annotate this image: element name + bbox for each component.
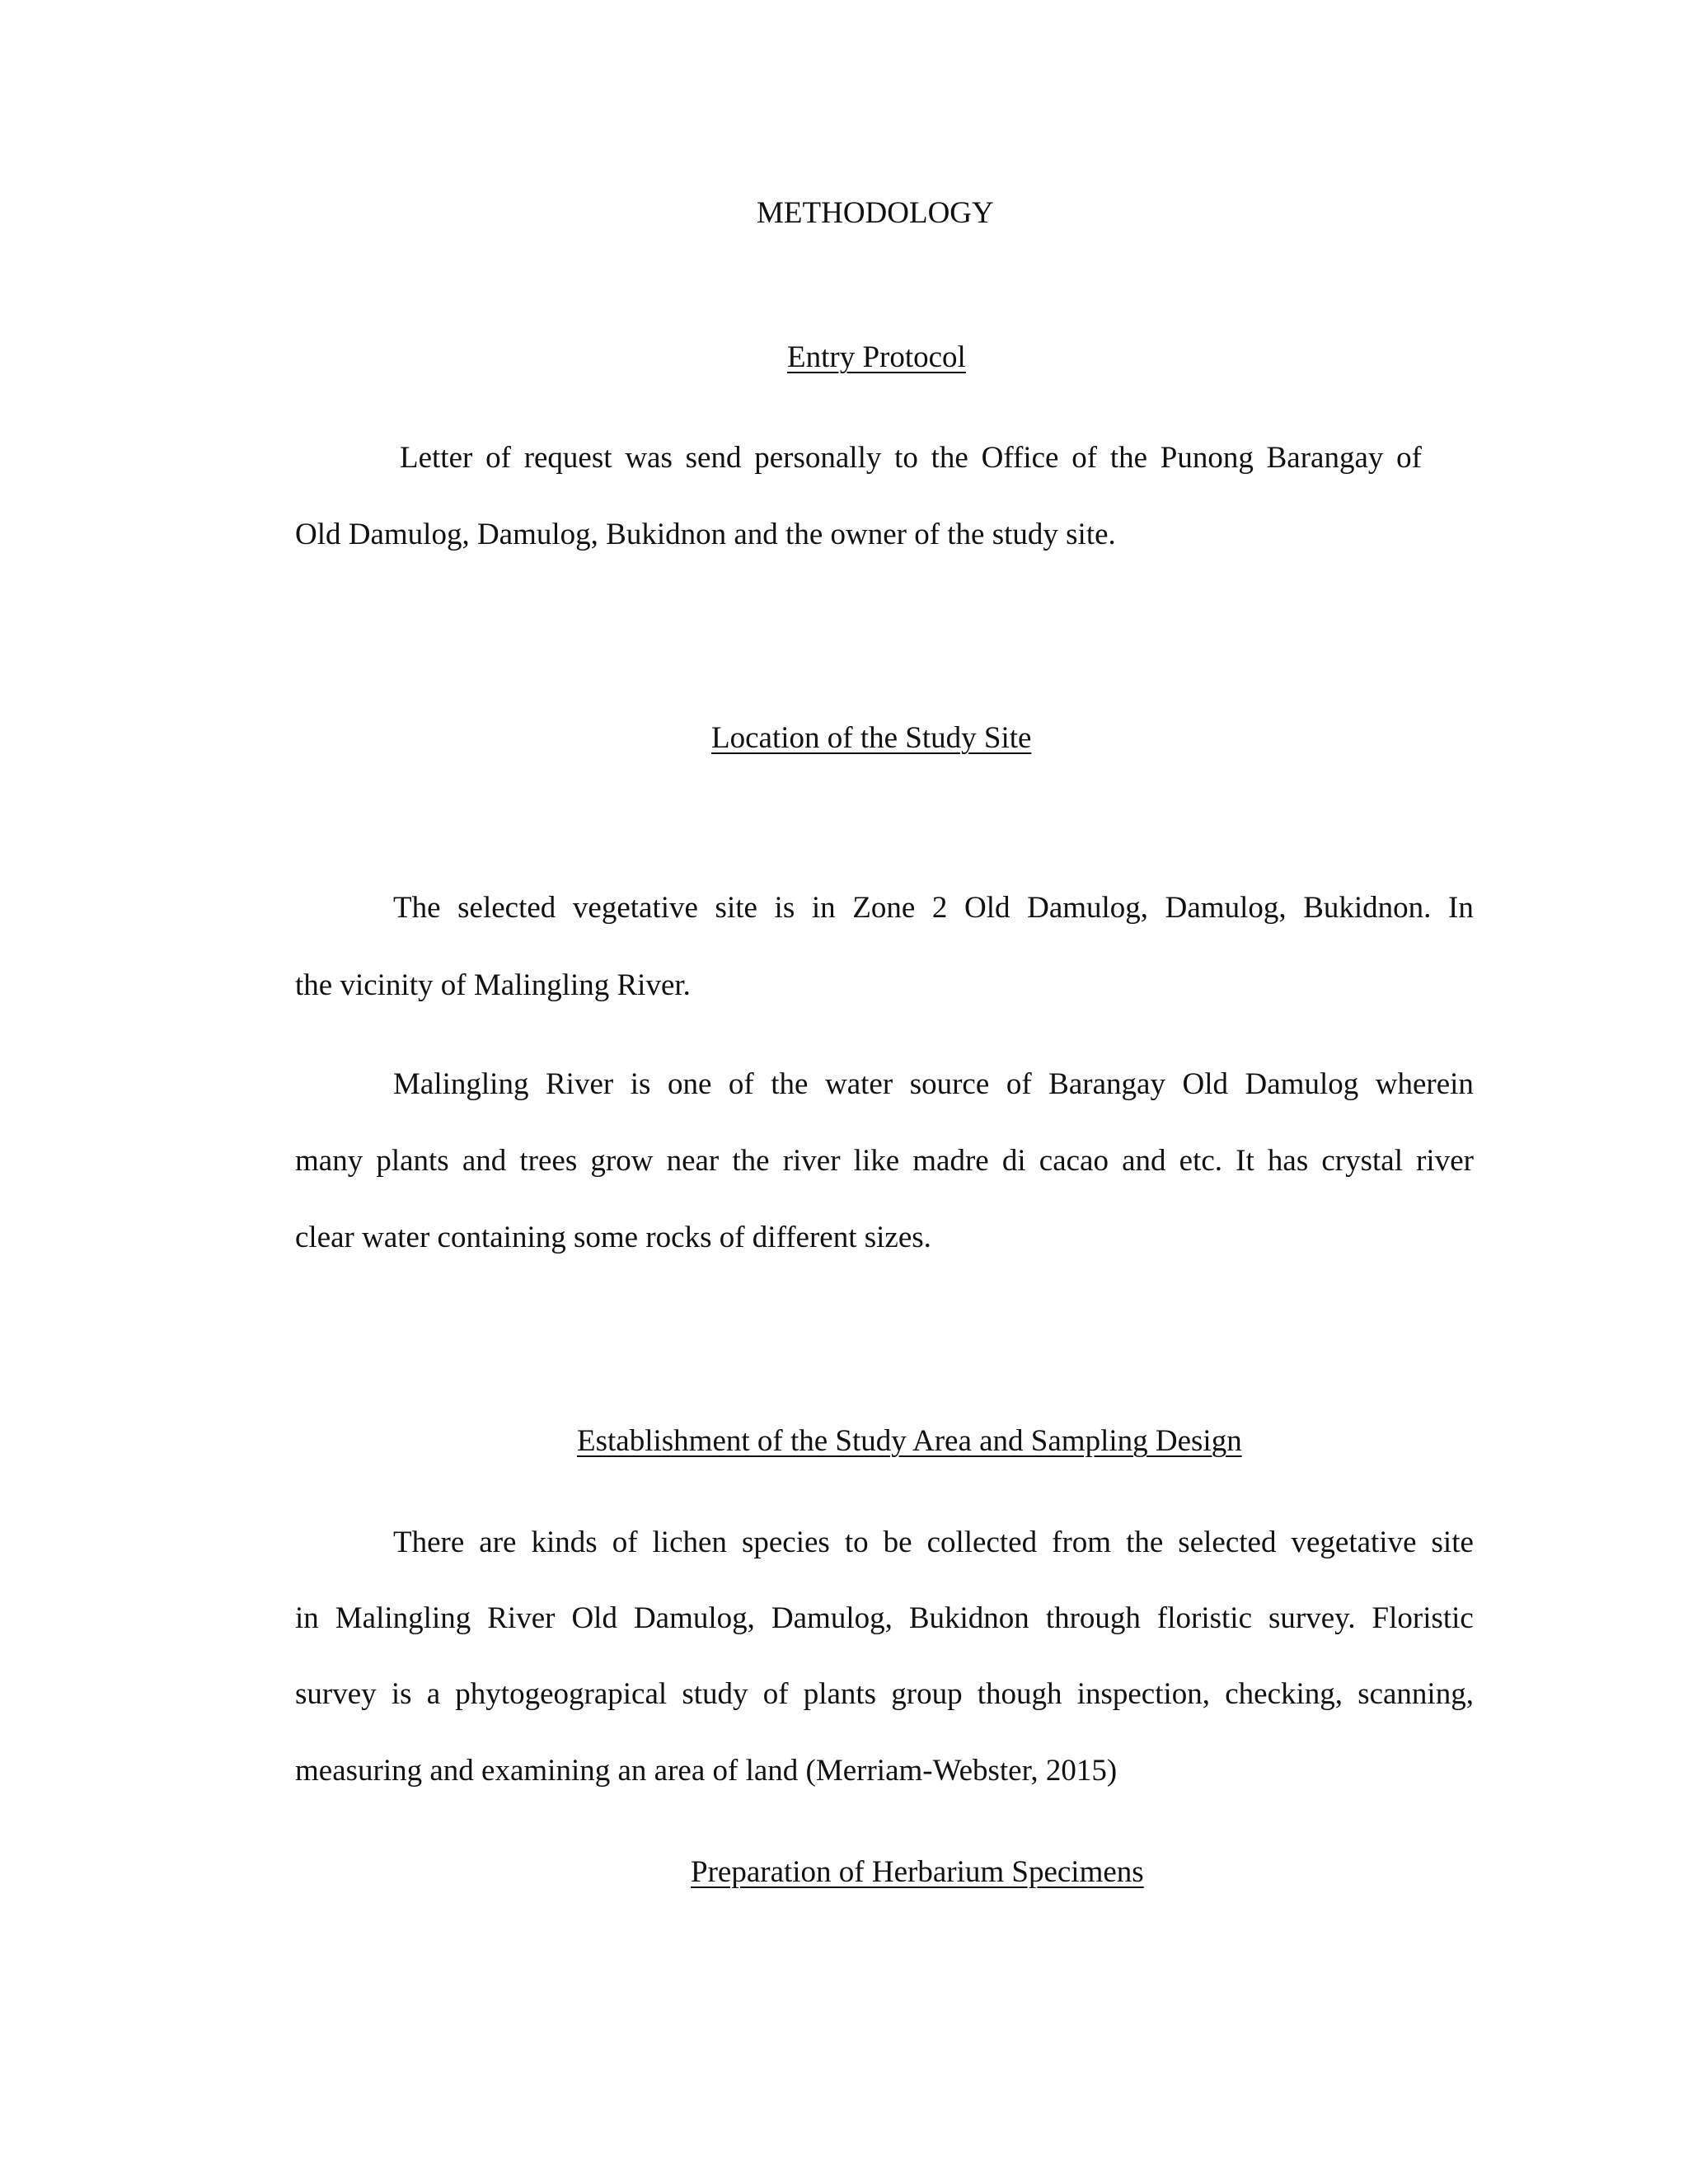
entry-protocol-line-1 <box>400 443 1422 476</box>
word: is <box>774 891 795 925</box>
word: of <box>1396 441 1422 475</box>
word: phytogeograpical <box>455 1677 668 1711</box>
word: site <box>715 891 757 925</box>
word: checking, <box>1225 1677 1343 1711</box>
word: etc. <box>1179 1144 1223 1178</box>
word: Damulog <box>1245 1067 1359 1101</box>
establishment-line-2 <box>295 1603 1474 1636</box>
word: Punong <box>1160 441 1254 475</box>
word: Floristic <box>1372 1601 1474 1635</box>
word: and <box>1122 1144 1166 1178</box>
word: of <box>728 1067 754 1101</box>
word: is <box>391 1677 412 1711</box>
word: crystal <box>1321 1144 1403 1178</box>
word: 2 <box>931 891 948 925</box>
word: to <box>894 441 918 475</box>
word: selected <box>457 891 556 925</box>
word: di <box>1001 1144 1026 1178</box>
word: trees <box>519 1144 578 1178</box>
word: in <box>811 891 836 925</box>
word: site <box>1431 1526 1474 1559</box>
word: Malingling <box>335 1601 471 1635</box>
word: through <box>1045 1601 1141 1635</box>
word: floristic <box>1156 1601 1253 1635</box>
word: to <box>844 1526 869 1559</box>
word: Malingling <box>393 1067 529 1101</box>
word: survey <box>295 1677 377 1711</box>
word: vegetative <box>572 891 698 925</box>
word: grow <box>590 1144 654 1178</box>
section-heading-location: Location of the Study Site <box>711 721 1032 755</box>
word: personally <box>754 441 882 475</box>
word: The <box>393 891 441 925</box>
word: the <box>771 1067 809 1101</box>
word: of <box>762 1677 789 1711</box>
word: species <box>741 1526 830 1559</box>
word: study <box>682 1677 748 1711</box>
word: Old <box>571 1601 617 1635</box>
word: Barangay <box>1048 1067 1165 1101</box>
word: inspection, <box>1076 1677 1211 1711</box>
word: of <box>1006 1067 1032 1101</box>
word: Old <box>1182 1067 1228 1101</box>
section-heading-establishment: Establishment of the Study Area and Sampling Design <box>577 1424 1242 1458</box>
word: was <box>625 441 673 475</box>
word: one <box>667 1067 712 1101</box>
word: like <box>853 1144 900 1178</box>
word: madre <box>912 1144 989 1178</box>
word: wherein <box>1375 1067 1474 1101</box>
word: Barangay <box>1266 441 1384 475</box>
word: Office <box>981 441 1059 475</box>
word: of <box>612 1526 638 1559</box>
establishment-line-4: measuring and examining an area of land (Merriam-Webster, 2015) <box>295 1754 1118 1788</box>
word: the <box>1109 441 1148 475</box>
word: Letter <box>400 441 473 475</box>
word: selected <box>1178 1526 1277 1559</box>
word: the <box>1126 1526 1164 1559</box>
location-p2-line-1 <box>393 1069 1474 1102</box>
location-p1-line-1 <box>393 893 1474 926</box>
word: scanning, <box>1357 1677 1474 1711</box>
word: lichen <box>652 1526 727 1559</box>
word: of <box>1071 441 1098 475</box>
word: River <box>487 1601 556 1635</box>
word: kinds <box>531 1526 598 1559</box>
word: of <box>485 441 511 475</box>
word: In <box>1448 891 1474 925</box>
word: collected <box>926 1526 1038 1559</box>
word: the <box>931 441 968 475</box>
word: from <box>1052 1526 1112 1559</box>
word: plants <box>803 1677 877 1711</box>
page-title: METHODOLOGY <box>757 196 994 230</box>
word: It <box>1236 1144 1254 1178</box>
word: There <box>393 1526 465 1559</box>
word: river <box>782 1144 841 1178</box>
word: has <box>1267 1144 1309 1178</box>
word: River <box>545 1067 614 1101</box>
word: the <box>732 1144 770 1178</box>
word: Damulog, <box>633 1601 755 1635</box>
word: Damulog, <box>771 1601 893 1635</box>
word: and <box>462 1144 507 1178</box>
word: water <box>825 1067 893 1101</box>
word: though <box>977 1677 1062 1711</box>
word: a <box>426 1677 441 1711</box>
word: are <box>479 1526 517 1559</box>
word: cacao <box>1039 1144 1109 1178</box>
word: near <box>666 1144 720 1178</box>
word: group <box>891 1677 963 1711</box>
word: Bukidnon <box>908 1601 1029 1635</box>
location-p1-line-2: the vicinity of Malingling River. <box>295 968 691 1002</box>
word: Bukidnon. <box>1303 891 1432 925</box>
word: plants <box>376 1144 449 1178</box>
word: Damulog, <box>1165 891 1287 925</box>
section-heading-entry-protocol: Entry Protocol <box>787 340 966 374</box>
establishment-line-1 <box>393 1527 1474 1560</box>
word: is <box>630 1067 651 1101</box>
word: survey. <box>1268 1601 1356 1635</box>
location-p2-line-3: clear water containing some rocks of different sizes. <box>295 1221 931 1254</box>
word: Damulog, <box>1027 891 1149 925</box>
word: many <box>295 1144 363 1178</box>
word: vegetative <box>1291 1526 1417 1559</box>
location-p2-line-2 <box>295 1146 1474 1179</box>
word: send <box>685 441 742 475</box>
word: be <box>883 1526 912 1559</box>
word: Zone <box>852 891 916 925</box>
section-heading-herbarium: Preparation of Herbarium Specimens <box>691 1855 1144 1889</box>
word: request <box>523 441 612 475</box>
establishment-line-3 <box>295 1679 1474 1712</box>
word: in <box>295 1601 319 1635</box>
word: source <box>909 1067 990 1101</box>
word: river <box>1416 1144 1474 1178</box>
word: Old <box>964 891 1010 925</box>
entry-protocol-line-2: Old Damulog, Damulog, Bukidnon and the owner of the study site. <box>295 518 1116 551</box>
